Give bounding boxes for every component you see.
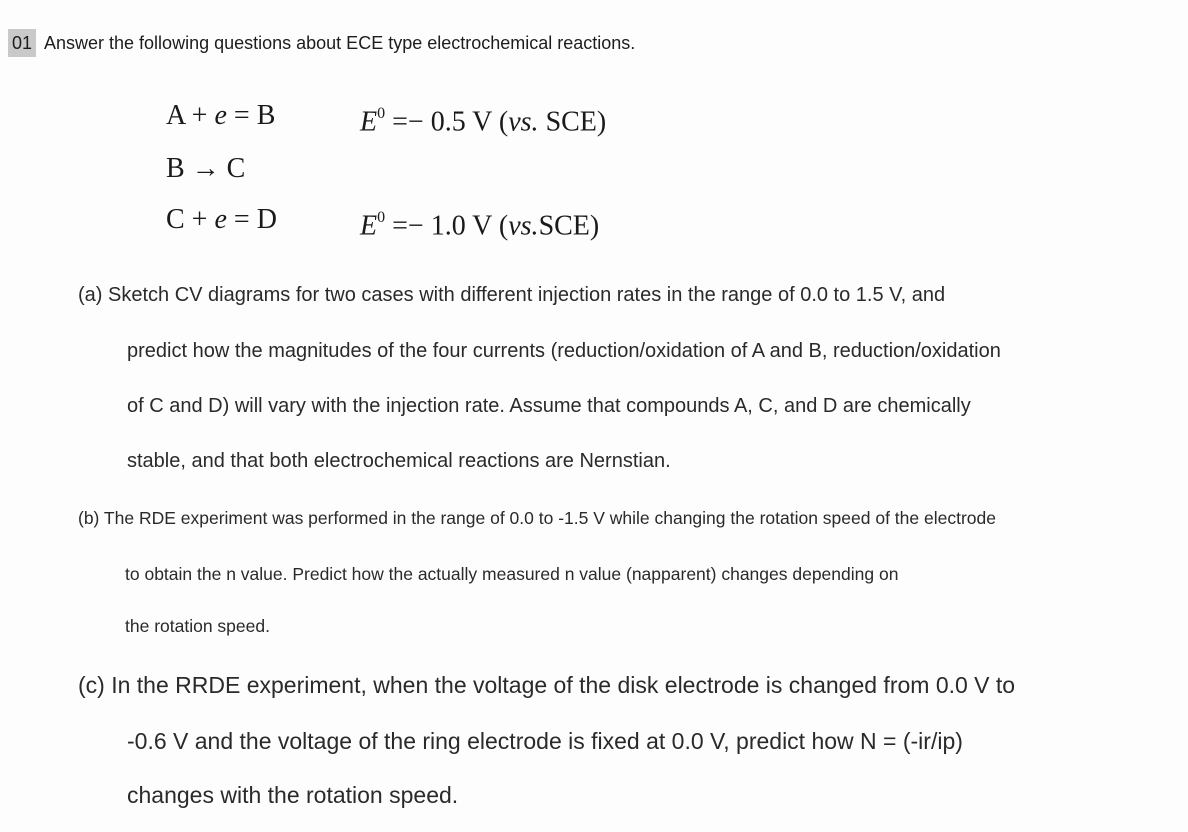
part-c-line-1: (c) In the RRDE experiment, when the voltage of the disk electrode is changed from 0.0 V to [78, 672, 1016, 698]
part-a-line-4: stable, and that both electrochemical reactions are Nernstian. [127, 450, 671, 472]
reaction-3-vs: vs. [508, 210, 539, 242]
question-title: Answer the following questions about ECE type electrochemical reactions. [44, 33, 636, 53]
reaction-1-e0-symbol: E [360, 106, 378, 138]
reaction-1-vs: vs. [508, 106, 539, 138]
reaction-1-electron: e [214, 100, 227, 131]
reaction-1-potential [360, 99, 606, 139]
part-a-line-1: (a) Sketch CV diagrams for two cases with different injection rates in the range of 0.0 to 1.5 V, and [78, 284, 946, 306]
part-c-line-2: -0.6 V and the voltage of the ring electrode is fixed at 0.0 V, predict how N = (-ir/ip) [127, 728, 963, 754]
question-number-badge: 01 [8, 29, 36, 57]
reaction-1-lhs: A + [166, 100, 215, 131]
reaction-2-equation: B → C [166, 153, 246, 184]
reaction-3-electron: e [214, 204, 227, 235]
reaction-1-equation [166, 99, 275, 133]
part-b-line-1: (b) The RDE experiment was performed in the range of 0.0 to -1.5 V while changing the rotation speed of the electrode [78, 508, 996, 528]
reaction-3-ref: SCE) [538, 210, 600, 242]
part-b-line-2: to obtain the n value. Predict how the actually measured n value (napparent) changes depending on [125, 564, 899, 584]
reaction-3-equation [166, 203, 277, 237]
part-b-line-3: the rotation speed. [125, 616, 270, 636]
reaction-3-e0-sup: 0 [377, 209, 386, 226]
reaction-1-product: = B [226, 100, 276, 131]
reaction-3-lhs: C + [166, 204, 215, 235]
reaction-1-e0-sup: 0 [377, 105, 386, 122]
part-a-line-3: of C and D) will vary with the injection rate. Assume that compounds A, C, and D are chemically [127, 395, 971, 417]
part-a-line-2: predict how the magnitudes of the four currents (reduction/oxidation of A and B, reduction/oxidation [127, 340, 1001, 362]
reaction-1-ref: SCE) [538, 106, 607, 138]
reaction-3-potential-value: =− 1.0 V ( [385, 210, 509, 242]
reaction-3-product: = D [226, 204, 277, 235]
part-c-line-3: changes with the rotation speed. [127, 782, 459, 808]
reaction-3-e0-symbol: E [360, 210, 378, 242]
reaction-3-potential [360, 203, 599, 243]
reaction-1-potential-value: =− 0.5 V ( [385, 106, 509, 138]
